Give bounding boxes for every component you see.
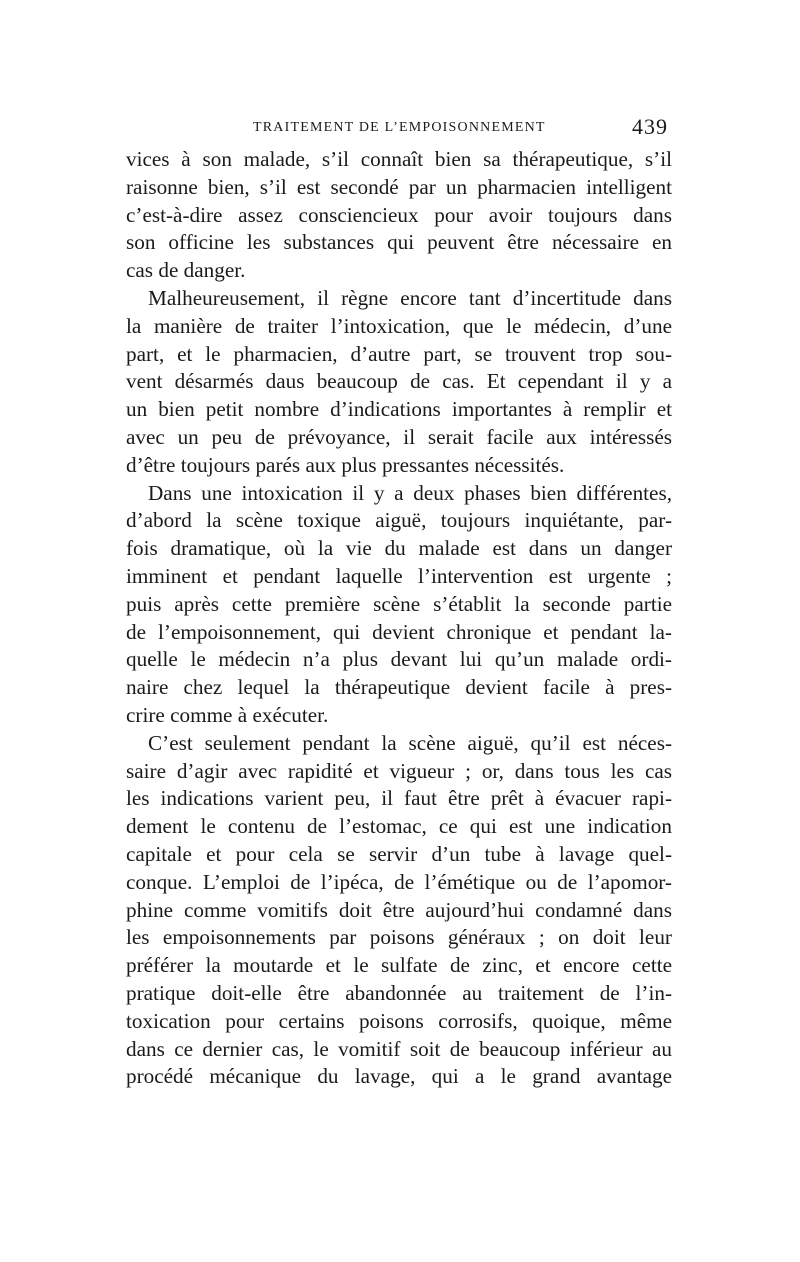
page-number: 439 bbox=[632, 114, 668, 139]
text-line: cas de danger. bbox=[126, 258, 246, 283]
text-line: préférer la moutarde et le sulfate de zinc, et encore cette bbox=[126, 953, 672, 978]
text-line: d’abord la scène toxique aiguë, toujours inquiétante, par- bbox=[126, 508, 672, 533]
text-line: la manière de traiter l’intoxication, que le médecin, d’une bbox=[126, 313, 672, 338]
paragraph bbox=[126, 480, 672, 730]
text-line: quelle le médecin n’a plus devant lui qu’un malade ordi- bbox=[126, 647, 672, 672]
paragraph bbox=[126, 730, 672, 1091]
text-line: c’est-à-dire assez consciencieux pour avoir toujours dans bbox=[126, 202, 672, 227]
text-line: son officine les substances qui peuvent être nécessaire en bbox=[126, 230, 672, 255]
text-line: raisonne bien, s’il est secondé par un pharmacien intelligent bbox=[126, 174, 672, 199]
text-line: puis après cette première scène s’établit la seconde partie bbox=[126, 591, 672, 616]
running-header bbox=[126, 110, 672, 146]
running-title: TRAITEMENT DE L’EMPOISONNEMENT bbox=[253, 120, 546, 135]
text-line: toxication pour certains poisons corrosifs, quoique, même bbox=[126, 1008, 672, 1033]
text-line: procédé mécanique du lavage, qui a le grand avantage bbox=[126, 1064, 672, 1089]
text-line: pratique doit-elle être abandonnée au traitement de l’in- bbox=[126, 980, 672, 1005]
paragraph bbox=[126, 285, 672, 480]
text-line: les empoisonnements par poisons généraux ; on doit leur bbox=[126, 925, 672, 950]
text-line: Malheureusement, il règne encore tant d’incertitude dans bbox=[148, 285, 672, 310]
body-text bbox=[126, 146, 672, 1091]
text-line: C’est seulement pendant la scène aiguë, qu’il est néces- bbox=[148, 730, 672, 755]
text-line: capitale et pour cela se servir d’un tube à lavage quel- bbox=[126, 841, 672, 866]
book-page bbox=[126, 110, 672, 1091]
text-line: dement le contenu de l’estomac, ce qui est une indication bbox=[126, 814, 672, 839]
text-line: vent désarmés daus beaucoup de cas. Et cependant il y a bbox=[126, 369, 672, 394]
text-line: dans ce dernier cas, le vomitif soit de beaucoup inférieur au bbox=[126, 1036, 672, 1061]
text-line: de l’empoisonnement, qui devient chronique et pendant la- bbox=[126, 619, 672, 644]
text-line: d’être toujours parés aux plus pressantes nécessités. bbox=[126, 452, 565, 477]
text-line: saire d’agir avec rapidité et vigueur ; or, dans tous les cas bbox=[126, 758, 672, 783]
text-line: conque. L’emploi de l’ipéca, de l’émétique ou de l’apomor- bbox=[126, 869, 672, 894]
text-line: fois dramatique, où la vie du malade est dans un danger bbox=[126, 536, 672, 561]
text-line: Dans une intoxication il y a deux phases bien différentes, bbox=[148, 480, 672, 505]
text-line: les indications varient peu, il faut être prêt à évacuer rapi- bbox=[126, 786, 672, 811]
text-line: part, et le pharmacien, d’autre part, se trouvent trop sou- bbox=[126, 341, 672, 366]
paragraph bbox=[126, 146, 672, 285]
text-line: phine comme vomitifs doit être aujourd’hui condamné dans bbox=[126, 897, 672, 922]
text-line: un bien petit nombre d’indications importantes à remplir et bbox=[126, 397, 672, 422]
text-line: vices à son malade, s’il connaît bien sa thérapeutique, s’il bbox=[126, 147, 672, 171]
text-line: naire chez lequel la thérapeutique devient facile à pres- bbox=[126, 675, 672, 700]
text-line: crire comme à exécuter. bbox=[126, 702, 329, 727]
text-line: imminent et pendant laquelle l’intervention est urgente ; bbox=[126, 563, 672, 588]
text-line: avec un peu de prévoyance, il serait facile aux intéressés bbox=[126, 424, 672, 449]
